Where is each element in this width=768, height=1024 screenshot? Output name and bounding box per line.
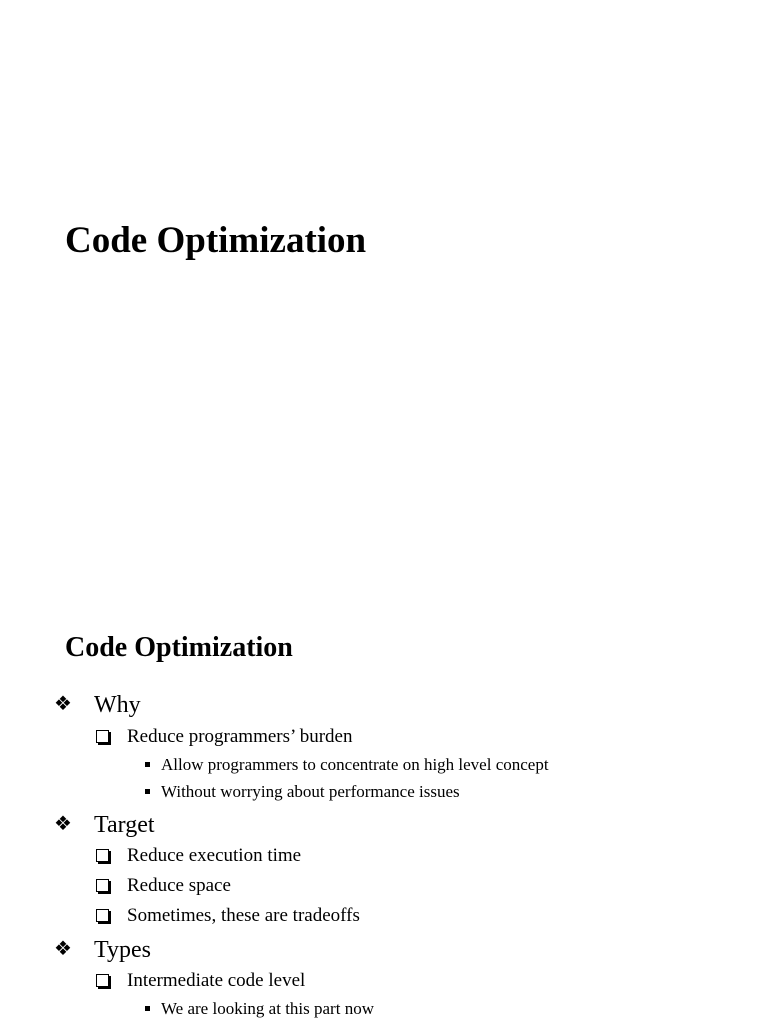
sub-bullet — [96, 904, 360, 928]
checkbox-bullet-icon — [96, 849, 109, 862]
checkbox-bullet-icon — [96, 909, 109, 922]
checkbox-bullet-icon — [96, 879, 109, 892]
square-bullet-icon — [145, 789, 150, 794]
sub-bullet — [96, 969, 305, 993]
bullet-target — [54, 809, 155, 840]
sub-bullet-label: Reduce programmers’ burden — [127, 726, 353, 747]
square-bullet-icon — [145, 762, 150, 767]
sub-bullet — [96, 844, 301, 868]
sub-bullet-label: Reduce space — [127, 875, 231, 896]
diamond-bullet-icon: ❖ — [54, 813, 72, 835]
square-bullet-icon — [145, 1006, 150, 1011]
checkbox-bullet-icon — [96, 730, 109, 743]
sub-bullet — [96, 874, 231, 898]
detail-bullet — [145, 754, 549, 776]
checkbox-bullet-icon — [96, 974, 109, 987]
slide-title: Code Optimization — [65, 220, 367, 261]
diamond-bullet-icon: ❖ — [54, 693, 72, 715]
bullet-label: Types — [94, 937, 151, 963]
diamond-bullet-icon: ❖ — [54, 938, 72, 960]
sub-bullet-label: Reduce execution time — [127, 845, 302, 866]
detail-label: We are looking at this part now — [161, 999, 374, 1018]
detail-label: Without worrying about performance issues — [161, 782, 460, 801]
detail-bullet — [145, 781, 460, 803]
section-title: Code Optimization — [65, 632, 293, 663]
detail-label: Allow programmers to concentrate on high level concept — [161, 755, 549, 774]
bullet-label: Target — [94, 812, 155, 838]
bullet-types — [54, 934, 151, 965]
sub-bullet-label: Sometimes, these are tradeoffs — [127, 905, 360, 926]
detail-bullet — [145, 998, 374, 1020]
sub-bullet-label: Intermediate code level — [127, 970, 306, 991]
bullet-label: Why — [94, 692, 141, 718]
bullet-why — [54, 689, 141, 720]
sub-bullet — [96, 725, 352, 749]
